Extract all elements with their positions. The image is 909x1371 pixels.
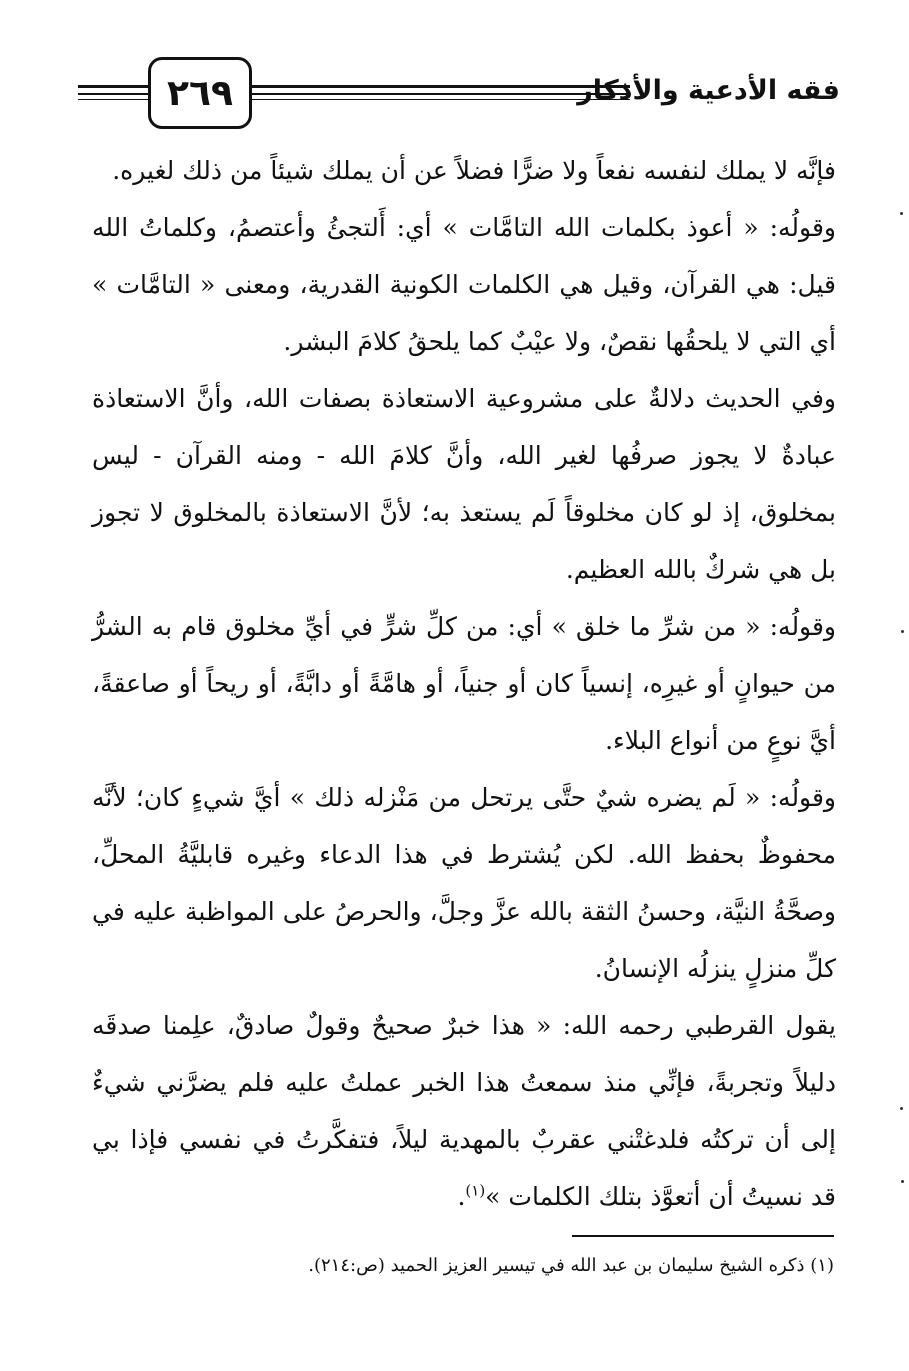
header-rule xyxy=(250,93,630,95)
header-rule xyxy=(78,93,156,95)
footnote-reference: (١) xyxy=(465,1181,486,1200)
paragraph: وقولُه: « من شرِّ ما خلق » أي: من كلِّ شرٍّ في أيِّ مخلوق قام به الشرُّ من حيوانٍ أو غيرِه، إنسياً كان أو جنياً، أو هامَّةً أو دابَّةً، أو ريحاً أو صاعقةً، أيَّ نوعٍ من أنواع البلاء. xyxy=(92,612,836,755)
paragraph-with-footnote: يقول القرطبي رحمه الله: « هذا خبرٌ صحيحٌ وقولٌ صادقٌ، علِمنا صدقَه دليلاً وتجربةً، فإنِّي منذ سمعتُ هذا الخبر عملتُ عليه فلم يضرَّني شيءٌ إلى أن تركتُه فلدغتْني عقربٌ بالمهدية ليلاً، فتفكَّرتُ في نفسي فإذا بي قد نسيتُ أن أتعوَّذ بتلك الكلمات »$^{(١)}$. xyxy=(92,1011,836,1211)
scan-speck xyxy=(900,1107,903,1110)
paragraph: وقولُه: « أعوذ بكلمات الله التامَّات » أي: أَلتجئُ وأعتصمُ، وكلماتُ الله قيل: هي القرآن، وقيل هي الكلمات الكونية القدرية، ومعنى « التامَّات » أي التي لا يلحقُها نقصٌ، ولا عيْبٌ كما يلحقُ كلامَ البشر. xyxy=(92,213,836,356)
scan-speck xyxy=(900,212,903,215)
page-header xyxy=(70,55,840,130)
book-title: فقه الأدعية والأذكار xyxy=(577,75,840,106)
footnote-separator xyxy=(572,1235,834,1237)
page-number: ٢٦٩ xyxy=(148,57,252,129)
body-text xyxy=(92,142,836,1225)
header-rule xyxy=(250,99,630,100)
paragraph: فإنَّه لا يملك لنفسه نفعاً ولا ضرًّا فضلاً عن أن يملك شيئاً من ذلك لغيره. xyxy=(112,156,836,185)
scan-speck xyxy=(901,1180,904,1183)
paragraph: وقولُه: « لَم يضره شيٌ حتَّى يرتحل من مَنْزله ذلك » أيَّ شيءٍ كان؛ لأنَّه محفوظٌ بحفظ الله. لكن يُشترط في هذا الدعاء وغيره قابليَّةُ المحلِّ، وصحَّةُ النيَّة، وحسنُ الثقة بالله عزَّ وجلَّ، والحرصُ على المواظبة عليه في كلِّ منزلٍ ينزلُه الإنسانُ. xyxy=(92,783,836,983)
paragraph: وفي الحديث دلالةٌ على مشروعية الاستعاذة بصفات الله، وأنَّ الاستعاذة عبادةٌ لا يجوز صرفُها لغير الله، وأنَّ كلامَ الله - ومنه القرآن - ليس بمخلوق، إذ لو كان مخلوقاً لَم يستعذ به؛ لأنَّ الاستعاذة بالمخلوق لا تجوز بل هي شركٌ بالله العظيم. xyxy=(92,384,836,584)
header-rule xyxy=(250,85,630,88)
footnote: (١) ذكره الشيخ سليمان بن عبد الله في تيسير العزيز الحميد (ص:٢١٤). xyxy=(308,1255,834,1276)
header-rule xyxy=(78,99,156,100)
header-rule xyxy=(78,85,156,88)
scan-speck xyxy=(901,630,904,633)
paragraph-text: يقول القرطبي رحمه الله: « هذا خبرٌ صحيحٌ وقولٌ صادقٌ، علِمنا صدقَه دليلاً وتجربةً، فإنِّي منذ سمعتُ هذا الخبر عملتُ عليه فلم يضرَّني شيءٌ إلى أن تركتُه فلدغتْني عقربٌ بالمهدية ليلاً، فتفكَّرتُ في نفسي فإذا بي قد نسيتُ أن أتعوَّذ بتلك الكلمات » xyxy=(92,1011,836,1211)
